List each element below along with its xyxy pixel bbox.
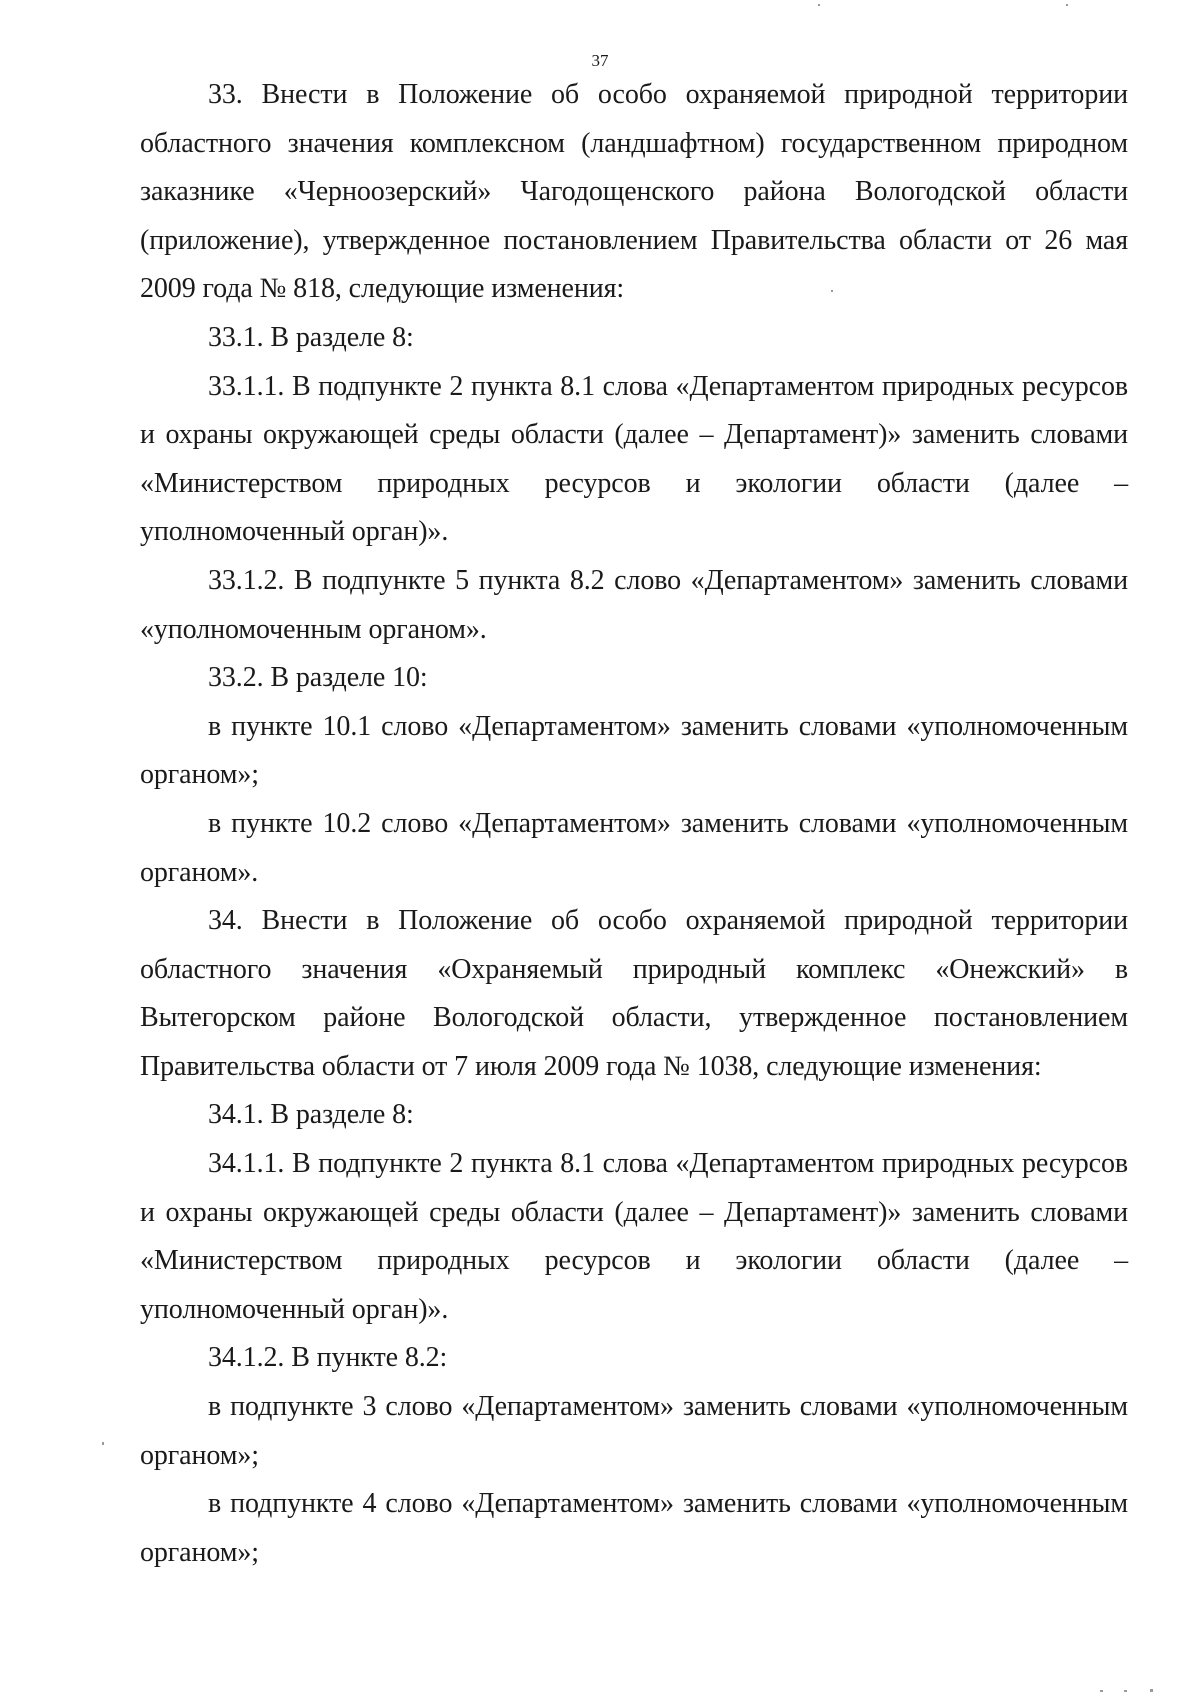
scan-speck-right: [1066, 4, 1068, 6]
paragraph-34-1-2: 34.1.2. В пункте 8.2:: [208, 1342, 448, 1374]
paragraph-33-1-1: 33.1.1. В подпункте 2 пункта 8.1 слова «Департаментом природных ресурсов и охраны окружающей среды области (далее – Департамент)» заменить словами «Министерством природных ресурсов и экологии области (далее – уполномоченный орган)».: [140, 370, 1128, 548]
paragraph-10-2: в пункте 10.2 слово «Департаментом» заменить словами «уполномоченным органом».: [140, 807, 1128, 888]
paragraph-33-2: 33.2. В разделе 10:: [208, 662, 428, 694]
paragraph-subpoint-4: в подпункте 4 слово «Департаментом» заменить словами «уполномоченным органом»;: [140, 1488, 1128, 1568]
paragraph-33: 33. Внести в Положение об особо охраняемой природной территории областного значения комплексном (ландшафтном) государственном природном заказнике «Черноозерский» Чагодощенского района Вологодской области (приложение), утвержденное постановлением Правительства области от 26 мая 2009 года № 818, следующие изменения:: [140, 79, 1128, 305]
paragraph-33-1-2: 33.1.2. В подпункте 5 пункта 8.2 слово «Департаментом» заменить словами «уполномоченным органом».: [140, 564, 1128, 645]
scan-speck-top: [818, 4, 820, 6]
scan-speck-bottom-c: [1150, 1689, 1153, 1692]
scan-speck-bottom-b: [1124, 1690, 1127, 1692]
paragraph-34: 34. Внести в Положение об особо охраняемой природной территории областного значения «Охраняемый природный комплекс «Онежский» в Вытегорском районе Вологодской области, утвержденное постановлением Правительства области от 7 июля 2009 года № 1038, следующие изменения:: [140, 905, 1128, 1082]
scan-speck-mid: [831, 290, 833, 292]
paragraph-34-1-1: 34.1.1. В подпункте 2 пункта 8.1 слова «Департаментом природных ресурсов и охраны окружающей среды области (далее – Департамент)» заменить словами «Министерством природных ресурсов и экологии области (далее – уполномоченный орган)».: [140, 1148, 1128, 1325]
scan-speck-left: [102, 1442, 104, 1445]
paragraph-34-1: 34.1. В разделе 8:: [208, 1099, 414, 1131]
page-number: 37: [591, 51, 609, 70]
scan-speck-bottom-a: [1100, 1690, 1103, 1692]
paragraph-subpoint-3: в подпункте 3 слово «Департаментом» заменить словами «уполномоченным органом»;: [140, 1391, 1128, 1471]
paragraph-10-1: в пункте 10.1 слово «Департаментом» заменить словами «уполномоченным органом»;: [140, 710, 1128, 791]
paragraph-33-1: 33.1. В разделе 8:: [208, 321, 414, 353]
document-body: [140, 71, 1128, 1577]
